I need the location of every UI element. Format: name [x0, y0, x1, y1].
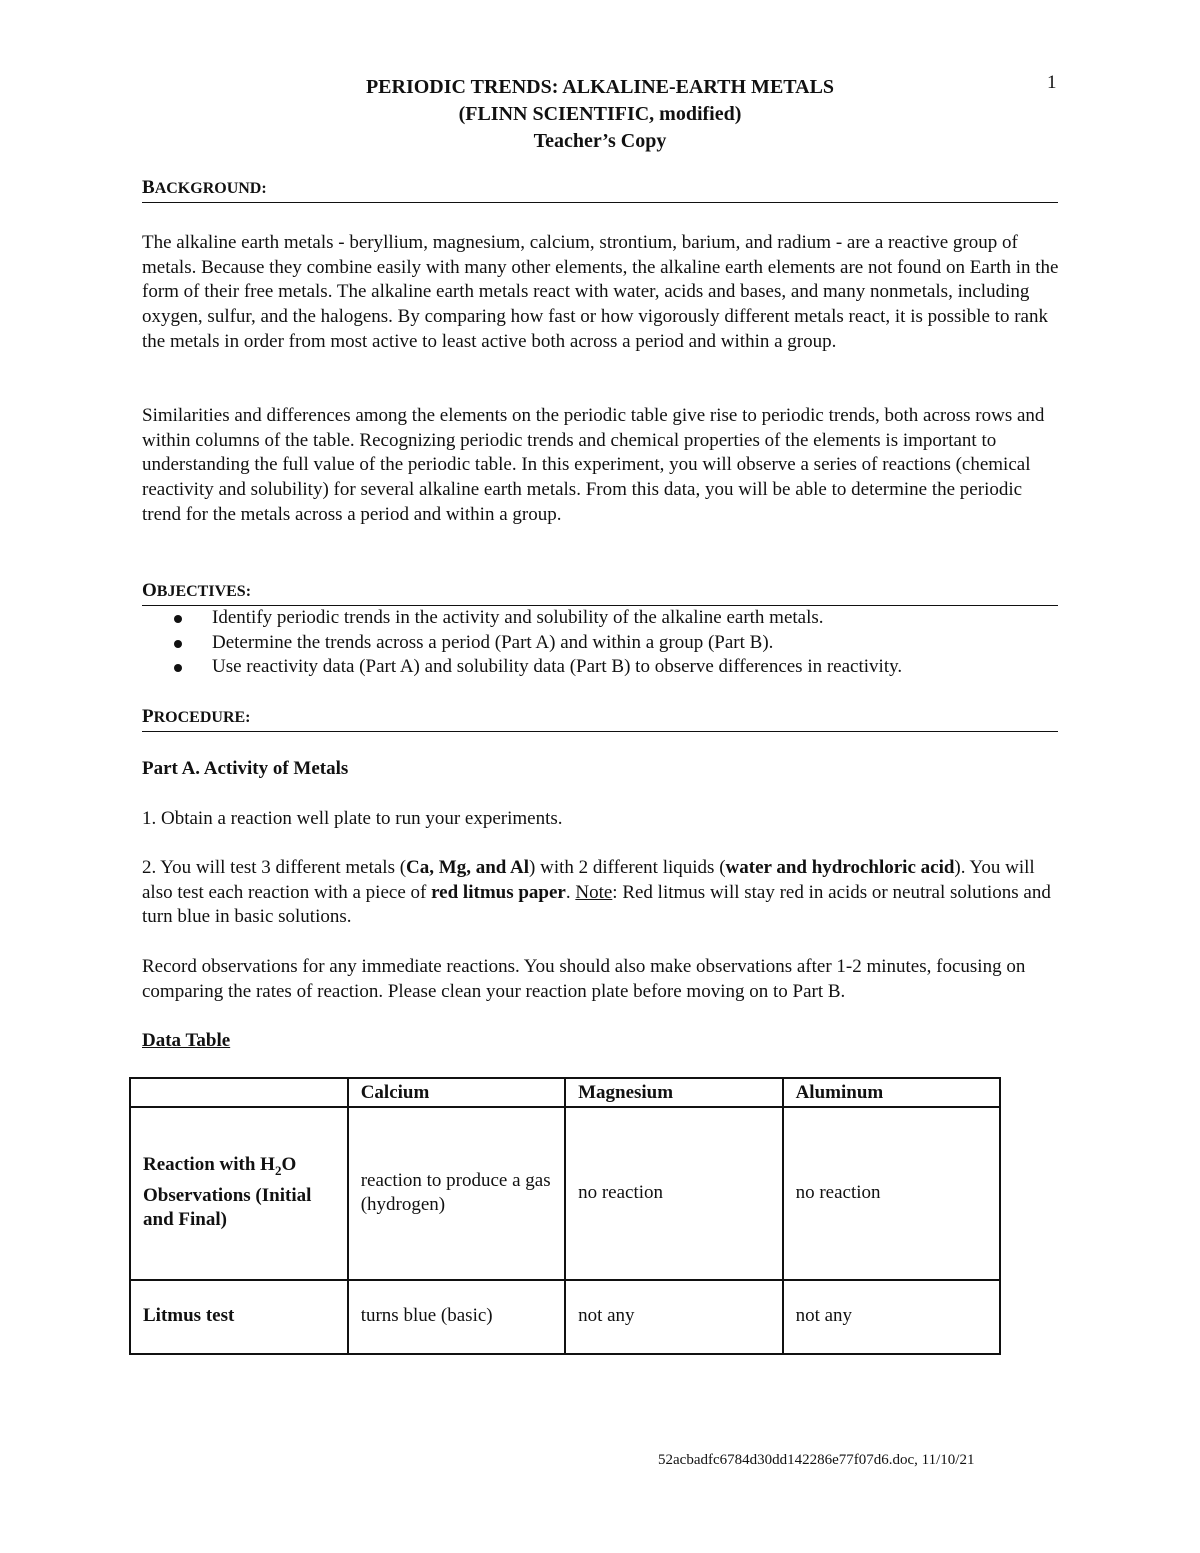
- doc-copy-label: Teacher’s Copy: [533, 130, 667, 152]
- procedure-step-3: Record observations for any immediate reactions. You should also make observations after 1-2 minutes, focusing on comparing the rates of reaction. Please clean your reaction plate before moving on to Part B.: [142, 956, 1026, 1002]
- table-row: [130, 1280, 1000, 1354]
- procedure-step-2: 2. You will test 3 different metals (Ca, Mg, and Al) with 2 different liquids (water and hydrochloric acid). You will also test each reaction with a piece of red litmus paper. Note: Red litmus will stay red in acids or neutral solutions and turn blue in basic solutions.: [142, 857, 1051, 928]
- background-paragraph-2: Similarities and differences among the elements on the periodic table give rise to periodic trends, both across rows and within columns of the table. Recognizing periodic trends and chemical properties of the elements is important to understanding the full value of the periodic table. In this experiment, you will observe a series of reactions (chemical reactivity and solubility) for several alkaline earth metals. From this data, you will be able to determine the periodic trend for the metals across a period and within a group.: [142, 405, 1045, 525]
- procedure-heading: PROCEDURE:: [142, 707, 1058, 732]
- background-paragraph-1: The alkaline earth metals - beryllium, magnesium, calcium, strontium, barium, and radium - are a reactive group of metals. Because they combine easily with many other elements, the alkaline earth elements are not found on Earth in the form of their free metals. The alkaline earth metals react with water, acids and bases, and many nonmetals, including oxygen, sulfur, and the halogens. By comparing how fast or how vigorously different metals react, it is possible to rank the metals in order from most active to least active both across a period and within a group.: [142, 232, 1059, 352]
- table-cell: not any: [565, 1280, 783, 1354]
- page-number: 1: [1047, 72, 1057, 93]
- bullet-icon: [174, 664, 182, 672]
- list-item: Use reactivity data (Part A) and solubility data (Part B) to observe differences in reactivity.: [172, 655, 902, 680]
- table-cell: reaction to produce a gas (hydrogen): [348, 1107, 565, 1280]
- objectives-heading: OBJECTIVES:: [142, 581, 1058, 606]
- doc-subtitle: (FLINN SCIENTIFIC, modified): [458, 103, 742, 125]
- data-table: [129, 1077, 1001, 1355]
- table-cell: turns blue (basic): [348, 1280, 565, 1354]
- background-heading: BACKGROUND:: [142, 178, 1058, 203]
- data-table-title: Data Table: [142, 1030, 231, 1051]
- part-a-title: Part A. Activity of Metals: [142, 758, 349, 779]
- doc-title: PERIODIC TRENDS: ALKALINE-EARTH METALS: [365, 76, 835, 98]
- procedure-step-1: 1. Obtain a reaction well plate to run your experiments.: [142, 808, 563, 829]
- table-header-cell: Magnesium: [565, 1078, 783, 1107]
- table-row: [130, 1107, 1000, 1280]
- table-cell: no reaction: [783, 1107, 1000, 1280]
- bullet-icon: [174, 640, 182, 648]
- objectives-list: [172, 606, 902, 680]
- list-item: Determine the trends across a period (Part A) and within a group (Part B).: [172, 631, 902, 656]
- table-header-cell: Aluminum: [783, 1078, 1000, 1107]
- table-header-row: [130, 1078, 1000, 1107]
- bullet-icon: [174, 615, 182, 623]
- row-label: Reaction with $H_2O$ Observations (Initial and Final): [130, 1107, 348, 1280]
- table-cell: no reaction: [565, 1107, 783, 1280]
- list-item: Identify periodic trends in the activity and solubility of the alkaline earth metals.: [172, 606, 902, 631]
- row-label: Litmus test: [130, 1280, 348, 1354]
- table-cell: not any: [783, 1280, 1000, 1354]
- table-header-cell: Calcium: [348, 1078, 565, 1107]
- document-footer: 52acbadfc6784d30dd142286e77f07d6.doc, 11/10/21: [658, 1452, 975, 1468]
- table-header-cell: [130, 1078, 348, 1107]
